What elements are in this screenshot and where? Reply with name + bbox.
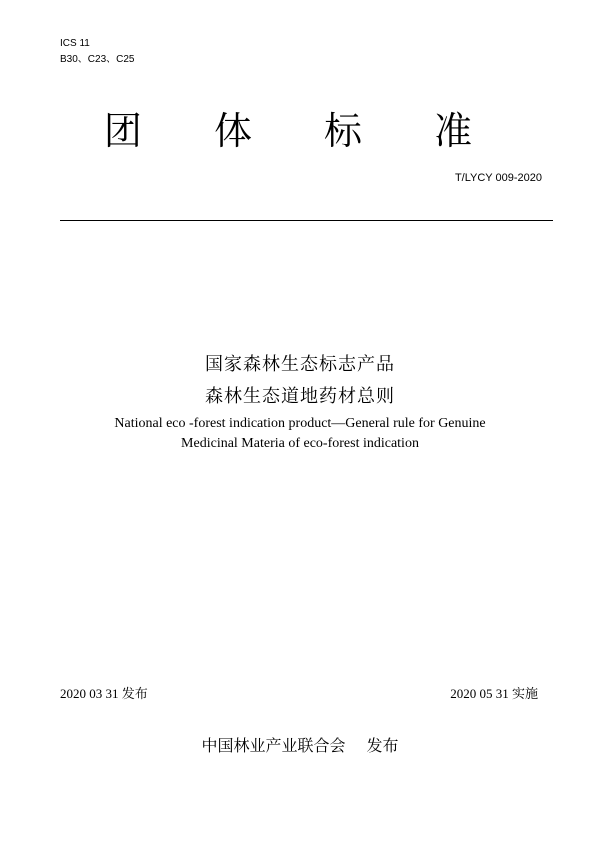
title-english-line-2: Medicinal Materia of eco-forest indication <box>181 436 419 451</box>
publisher: 中国林业产业联合会 发布 <box>201 736 399 755</box>
classification-codes <box>60 36 134 68</box>
ccs-code: B30、C23、C25 <box>60 54 135 65</box>
ics-code: ICS 11 <box>60 38 90 49</box>
title-chinese-line-2: 森林生态道地药材总则 <box>205 386 395 407</box>
implementation-date: 2020 05 31 实施 <box>450 686 538 701</box>
issue-date: 2020 03 31 发布 <box>60 686 148 701</box>
standard-type-heading: 团 体 标 准 <box>103 109 503 153</box>
title-english-line-1: National eco -forest indication product—General rule for Genuine <box>114 416 486 431</box>
title-chinese-line-1: 国家森林生态标志产品 <box>205 354 395 375</box>
divider-line <box>60 220 553 221</box>
standard-number: T/LYCY 009-2020 <box>454 172 542 184</box>
